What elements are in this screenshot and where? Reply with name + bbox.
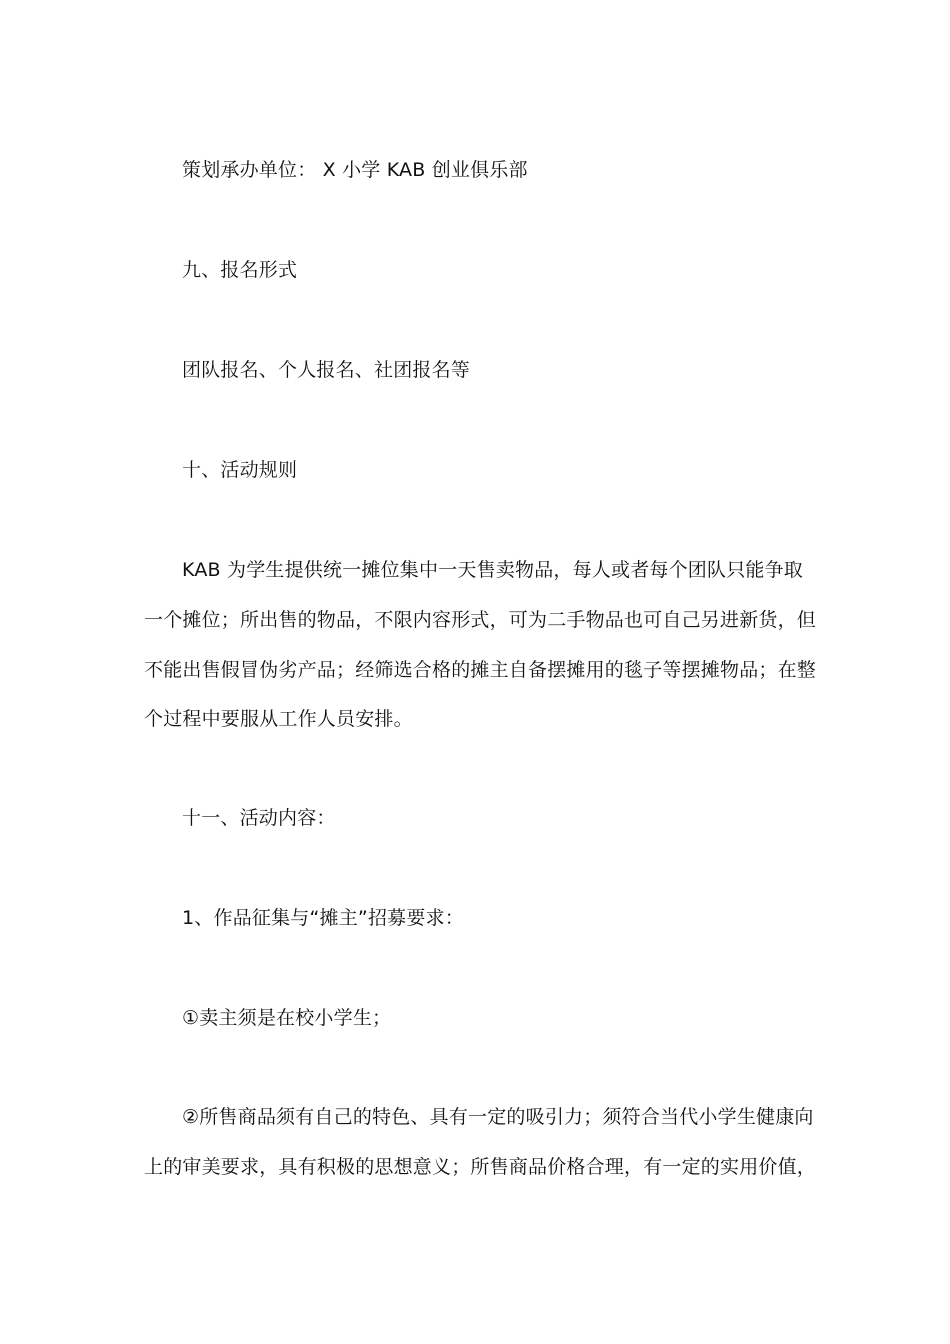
requirement-1: ①卖主须是在校小学生； — [182, 1007, 392, 1029]
section-9-body: 团队报名、个人报名、社团报名等 — [182, 359, 471, 381]
paragraph-line: KAB 为学生提供统一摊位集中一天售卖物品，每人或者每个团队只能争取 — [182, 559, 803, 581]
paragraph-line: 不能出售假冒伪劣产品；经筛选合格的摊主自备摆摊用的毯子等摆摊物品；在整 — [144, 659, 817, 681]
section-11-heading: 十一、活动内容： — [182, 807, 336, 829]
organizer-line: 策划承办单位： X 小学 KAB 创业俱乐部 — [182, 159, 528, 181]
paragraph-line: 个过程中要服从工作人员安排。 — [144, 708, 413, 730]
section-10-heading: 十、活动规则 — [182, 459, 298, 481]
item-1-heading: 1、作品征集与“摊主”招募要求： — [182, 907, 464, 929]
paragraph-line: ②所售商品须有自己的特色、具有一定的吸引力；须符合当代小学生健康向 — [182, 1106, 814, 1128]
paragraph-line: 一个摊位；所出售的物品，不限内容形式，可为二手物品也可自己另进新货，但 — [144, 609, 817, 631]
paragraph-line: 上的审美要求，具有积极的思想意义；所售商品价格合理，有一定的实用价值， — [144, 1156, 817, 1178]
section-9-heading: 九、报名形式 — [182, 259, 298, 281]
